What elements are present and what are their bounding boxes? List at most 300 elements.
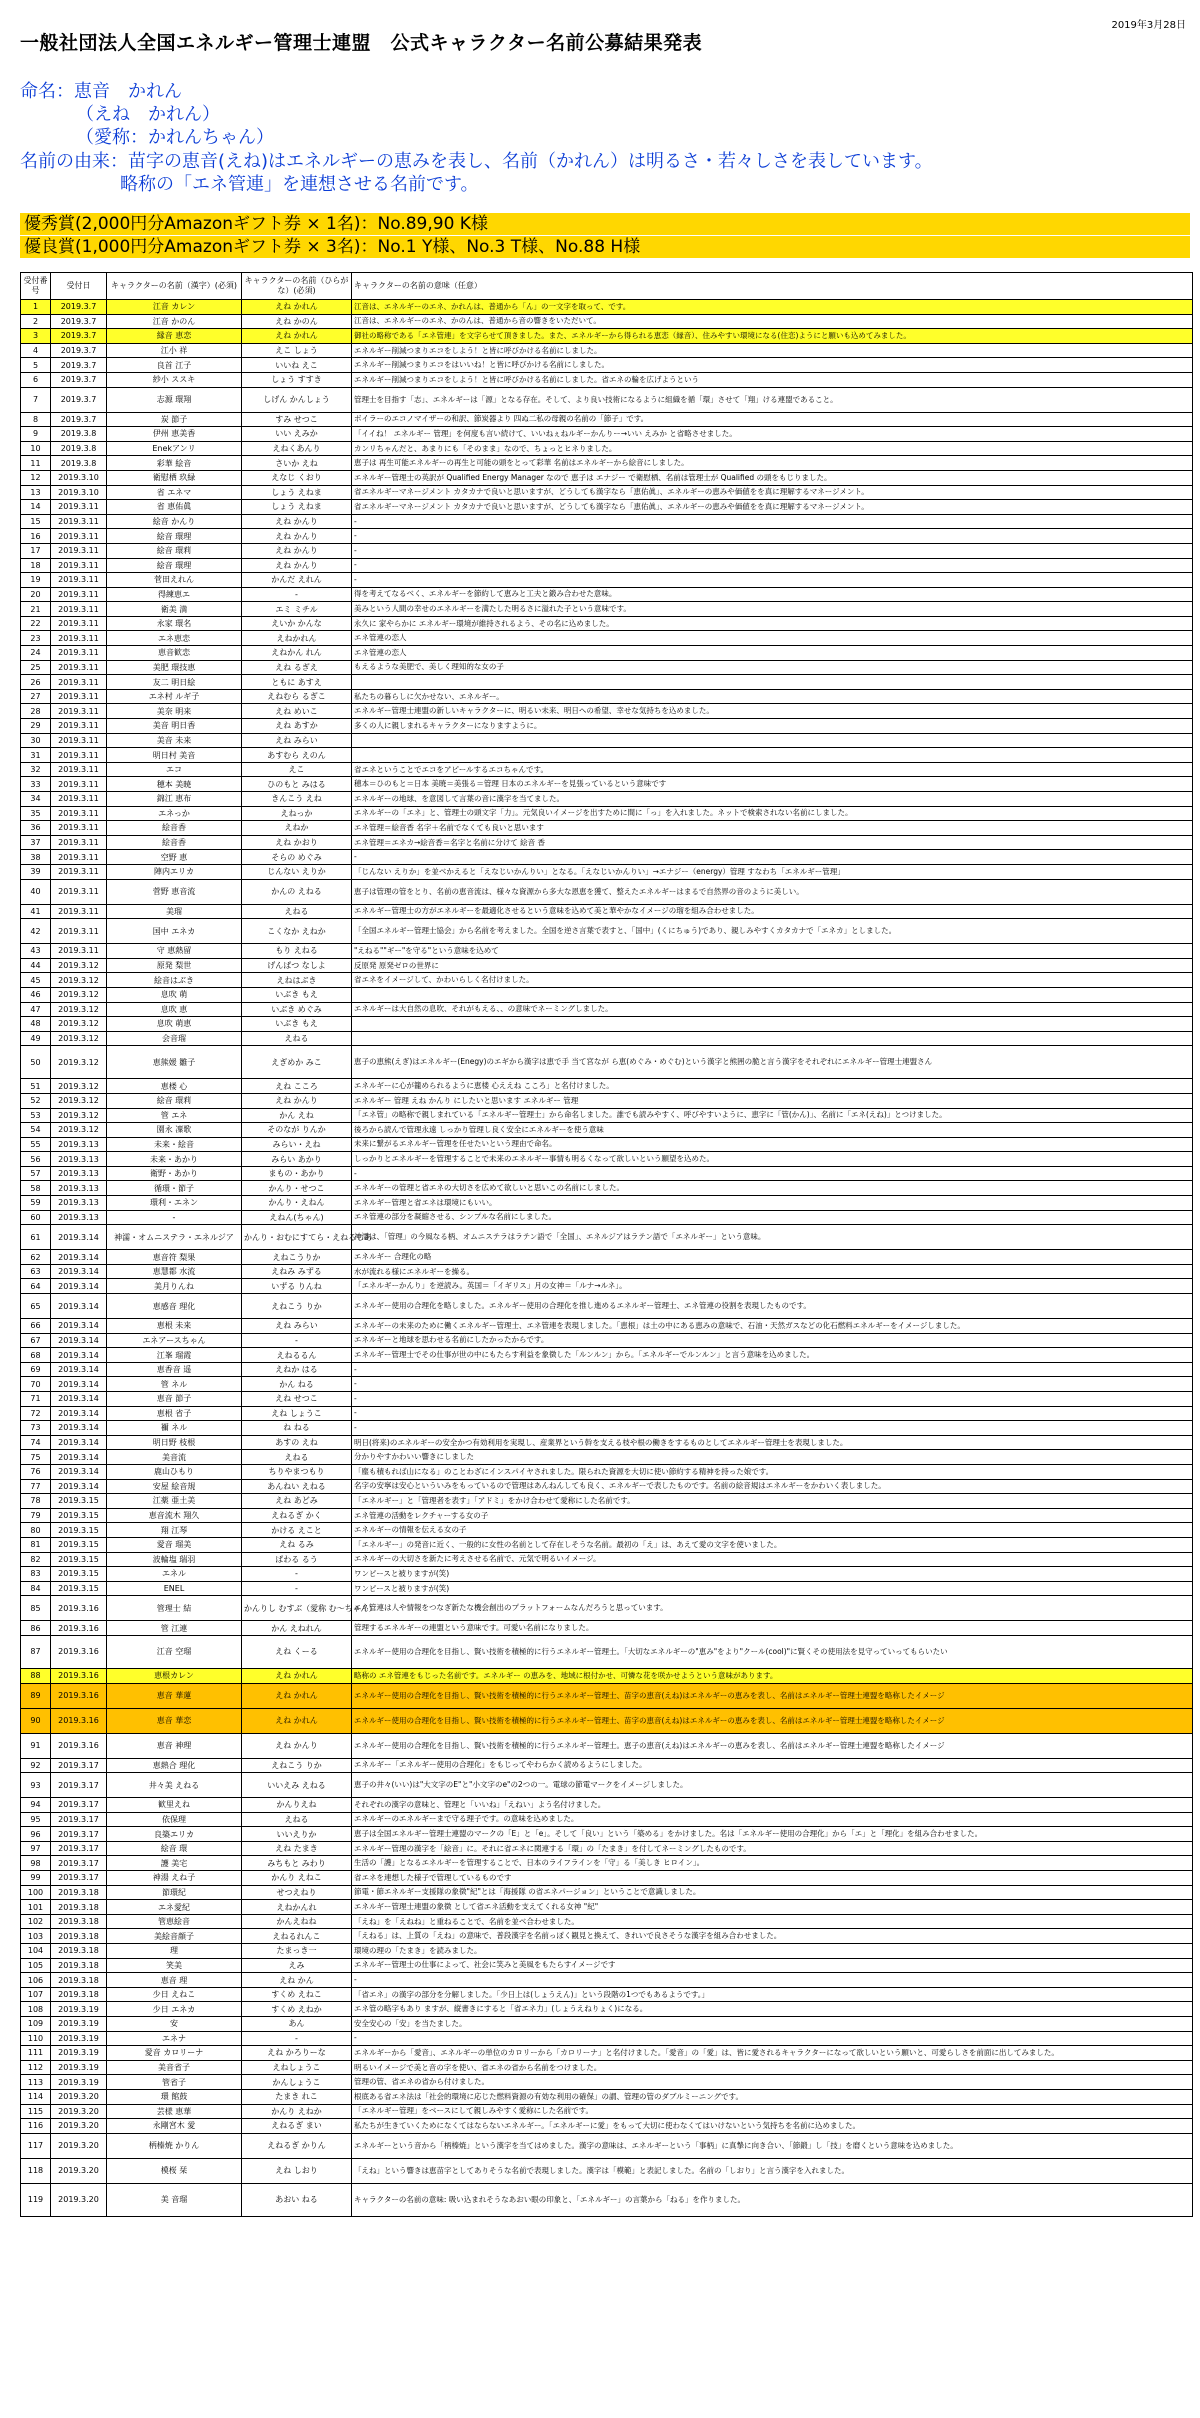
cell-meaning: 「えね」を「えねね」と重ねることで、名前を並べ合わせました。: [352, 1914, 1193, 1929]
cell-no: 34: [21, 792, 51, 807]
cell-kanji: 恵音符 梨果: [107, 1250, 242, 1265]
cell-date: 2019.3.11: [51, 821, 107, 836]
cell-kanji: 恵楼 心: [107, 1079, 242, 1094]
name-nickname: （愛称：かれんちゃん）: [76, 127, 274, 148]
cell-no: 37: [21, 835, 51, 850]
cell-kana: かんり えねこ: [242, 1871, 352, 1886]
cell-no: 90: [21, 1708, 51, 1733]
cell-no: 8: [21, 412, 51, 427]
cell-no: 81: [21, 1537, 51, 1552]
cell-no: 48: [21, 1017, 51, 1032]
cell-kanji: 衛慰栖 玖緑: [107, 470, 242, 485]
cell-meaning: 分かりやすかわいい響きにしました: [352, 1450, 1193, 1465]
cell-no: 16: [21, 529, 51, 544]
cell-meaning: 根底ある省エネ法は「社会的環境に応じた燃料資源の有効な利用の確保」の謂、管理の管のダブルミーニングです。: [352, 2089, 1193, 2104]
cell-date: 2019.3.19: [51, 2002, 107, 2017]
cell-kana: みちもと みわり: [242, 1856, 352, 1871]
cell-kanji: -: [107, 1210, 242, 1225]
cell-date: 2019.3.20: [51, 2119, 107, 2134]
cell-kanji: 管理士 結: [107, 1596, 242, 1621]
cell-no: 72: [21, 1406, 51, 1421]
cell-meaning: 恵子は管理の管をとり、名前の恵音流は、様々な資源から多大な恩恵を獲て、整えたエネルギーはまるで自然界の音のように美しい。: [352, 879, 1193, 904]
cell-no: 76: [21, 1464, 51, 1479]
cell-no: 116: [21, 2119, 51, 2134]
cell-meaning: エネルギーと地球を思わせる名前にしたかったからです。: [352, 1333, 1193, 1348]
table-row: [21, 573, 1193, 588]
cell-meaning: エネ管連の部分を凝縮させる、シンプルな名前にしました。: [352, 1210, 1193, 1225]
cell-date: 2019.3.14: [51, 1450, 107, 1465]
cell-no: 47: [21, 1002, 51, 1017]
cell-kanji: 得練恵エ: [107, 587, 242, 602]
cell-date: 2019.3.15: [51, 1552, 107, 1567]
cell-no: 102: [21, 1914, 51, 1929]
cell-date: 2019.3.8: [51, 456, 107, 471]
cell-date: 2019.3.19: [51, 2017, 107, 2032]
cell-kana: えねる: [242, 904, 352, 919]
cell-date: 2019.3.12: [51, 958, 107, 973]
cell-no: 3: [21, 329, 51, 344]
cell-date: 2019.3.7: [51, 412, 107, 427]
cell-date: 2019.3.12: [51, 1017, 107, 1032]
cell-kana: えねか: [242, 821, 352, 836]
cell-kanji: 絵音 環莉: [107, 543, 242, 558]
cell-no: 41: [21, 904, 51, 919]
cell-date: 2019.3.14: [51, 1279, 107, 1294]
cell-date: 2019.3.10: [51, 485, 107, 500]
cell-kana: たまき れこ: [242, 2089, 352, 2104]
cell-meaning: エネルギーの管理と省エネの大切さを広めて欲しいと思いこの名前にしました。: [352, 1181, 1193, 1196]
cell-kanji: エコ: [107, 762, 242, 777]
table-row: [21, 1708, 1193, 1733]
cell-kanji: 管恵絵音: [107, 1914, 242, 1929]
cell-meaning: 省エネということでエコをアピールするエコちゃんです。: [352, 762, 1193, 777]
cell-kanji: 国中 エネカ: [107, 919, 242, 944]
cell-meaning: -: [352, 1362, 1193, 1377]
cell-meaning: エネルギー管理の漢字を「絵音」に。それに省エネに関連する「環」の「たまき」を付してネーミングしたものです。: [352, 1841, 1193, 1856]
cell-no: 97: [21, 1841, 51, 1856]
cell-no: 70: [21, 1377, 51, 1392]
cell-meaning: エネルギーの未来のために働くエネルギー管理士、エネ管連を表現しました。「恵根」は土の中にある恵みの意味で、石油・天然ガスなどの化石燃料エネルギーをイメージしました。: [352, 1319, 1193, 1334]
cell-date: 2019.3.14: [51, 1377, 107, 1392]
cell-kana: あん: [242, 2017, 352, 2032]
cell-kana: えねるぎ かく: [242, 1508, 352, 1523]
cell-no: 30: [21, 733, 51, 748]
cell-no: 100: [21, 1885, 51, 1900]
table-row: [21, 1733, 1193, 1758]
cell-meaning: 後ろから読んで管理永遠 しっかり管理し良く安全にエネルギーを使う意味: [352, 1123, 1193, 1138]
cell-meaning: エネ管理＝絵音香 名字＋名前でなくても良いと思います: [352, 821, 1193, 836]
table-row: [21, 329, 1193, 344]
cell-date: 2019.3.14: [51, 1479, 107, 1494]
cell-no: 94: [21, 1798, 51, 1813]
cell-meaning: -: [352, 543, 1193, 558]
table-row: [21, 470, 1193, 485]
cell-no: 59: [21, 1196, 51, 1211]
award-good: 優良賞(1,000円分Amazonギフト券 × 3名)：No.1 Y様、No.3 T様、No.88 H様: [20, 236, 1190, 258]
cell-no: 77: [21, 1479, 51, 1494]
cell-date: 2019.3.7: [51, 343, 107, 358]
cell-no: 18: [21, 558, 51, 573]
cell-kana: かんりし むすぶ（愛称 む〜ちゃん）: [242, 1596, 352, 1621]
header-no: 受付番号: [21, 273, 51, 300]
cell-no: 115: [21, 2104, 51, 2119]
table-row: [21, 1250, 1193, 1265]
cell-meaning: -: [352, 1392, 1193, 1407]
cell-kanji: 笑美: [107, 1958, 242, 1973]
table-row: [21, 1294, 1193, 1319]
cell-meaning: エネ管連の恋人: [352, 646, 1193, 661]
cell-kana: そらの めぐみ: [242, 850, 352, 865]
table-row: [21, 514, 1193, 529]
cell-kanji: 翔 江琴: [107, 1523, 242, 1538]
cell-no: 22: [21, 616, 51, 631]
cell-kana: えなじ くおり: [242, 470, 352, 485]
cell-kana: -: [242, 1581, 352, 1596]
cell-kana: いぶき もえ: [242, 987, 352, 1002]
cell-kana: いいえりか: [242, 1827, 352, 1842]
table-row: [21, 919, 1193, 944]
cell-date: 2019.3.15: [51, 1537, 107, 1552]
cell-date: 2019.3.18: [51, 1900, 107, 1915]
cell-meaning: 管理士を目指す「志」、エネルギーは「源」となる存在。そして、より良い技術になるように組織を循「環」させて「翔」ける連盟であること。: [352, 387, 1193, 412]
cell-kana: えね しおり: [242, 2158, 352, 2183]
cell-meaning: "えねる""ギー"を守る"という意味を込めて: [352, 944, 1193, 959]
cell-kana: ね ねる: [242, 1421, 352, 1436]
cell-date: 2019.3.11: [51, 748, 107, 763]
cell-meaning: -: [352, 1421, 1193, 1436]
cell-date: 2019.3.11: [51, 500, 107, 515]
cell-kanji: 恵根カレン: [107, 1668, 242, 1683]
cell-date: 2019.3.11: [51, 704, 107, 719]
cell-kana: そのなが りんか: [242, 1123, 352, 1138]
table-row: [21, 343, 1193, 358]
table-row: [21, 1108, 1193, 1123]
cell-kana: かんしょうこ: [242, 2075, 352, 2090]
cell-date: 2019.3.17: [51, 1856, 107, 1871]
cell-no: 117: [21, 2133, 51, 2158]
cell-kana: さいか えね: [242, 456, 352, 471]
cell-date: 2019.3.11: [51, 558, 107, 573]
cell-no: 93: [21, 1773, 51, 1798]
cell-meaning: エネルギーの「エネ」と、管理士の頭文字「力」。元気良いイメージを出すために間に「っ」を入れました。ネットで検索されない名前にしました。: [352, 806, 1193, 821]
cell-kana: あすの えね: [242, 1435, 352, 1450]
cell-kanji: 紗小 ススキ: [107, 372, 242, 387]
table-row: [21, 2046, 1193, 2061]
table-row: [21, 1264, 1193, 1279]
table-row: [21, 762, 1193, 777]
cell-kanji: 絵音 かんり: [107, 514, 242, 529]
cell-meaning: エネルギー管理士の英訳が Qualified Energy Manager なので 恵子は エナジー で衛慰栖、名前は管理士が Qualified の頭をもじりました。: [352, 470, 1193, 485]
cell-no: 31: [21, 748, 51, 763]
table-row: [21, 1537, 1193, 1552]
cell-no: 107: [21, 1987, 51, 2002]
table-row: [21, 427, 1193, 442]
cell-meaning: 省エネを連想した様子で管理しているものです: [352, 1871, 1193, 1886]
cell-date: 2019.3.13: [51, 1152, 107, 1167]
cell-date: 2019.3.17: [51, 1871, 107, 1886]
cell-no: 80: [21, 1523, 51, 1538]
table-row: [21, 558, 1193, 573]
cell-meaning: エネルギーという音から「柄榛焼」という漢字を当てはめました。漢字の意味は、エネルギーという「事柄」に真摯に向き合い、「節鍛」し「技」を磨くという意味を込めました。: [352, 2133, 1193, 2158]
cell-no: 106: [21, 1973, 51, 1988]
cell-no: 101: [21, 1900, 51, 1915]
cell-kanji: 環 館鼓: [107, 2089, 242, 2104]
cell-date: 2019.3.16: [51, 1683, 107, 1708]
date-label: 2019年3月28日: [1111, 20, 1186, 31]
table-row: [21, 412, 1193, 427]
cell-kana: ちりやまつもり: [242, 1464, 352, 1479]
cell-no: 108: [21, 2002, 51, 2017]
cell-no: 75: [21, 1450, 51, 1465]
cell-kanji: 恵音 神理: [107, 1733, 242, 1758]
cell-date: 2019.3.18: [51, 1987, 107, 2002]
table-row: [21, 387, 1193, 412]
cell-no: 54: [21, 1123, 51, 1138]
cell-kanji: 絵音 環莉: [107, 1093, 242, 1108]
cell-date: 2019.3.18: [51, 1973, 107, 1988]
cell-date: 2019.3.12: [51, 1031, 107, 1046]
table-row: [21, 1900, 1193, 1915]
cell-kana: えね るぎえ: [242, 660, 352, 675]
cell-no: 111: [21, 2046, 51, 2061]
cell-meaning: 明るいイメージで美と音の字を使い、省エネの省から名前をつけました。: [352, 2060, 1193, 2075]
cell-kanji: 理: [107, 1944, 242, 1959]
cell-kanji: 波輪塩 瑞羽: [107, 1552, 242, 1567]
cell-kana: -: [242, 1333, 352, 1348]
cell-date: 2019.3.12: [51, 1002, 107, 1017]
cell-kanji: 菅田えれん: [107, 573, 242, 588]
cell-meaning: 「えね」という響きは恵苗字としてありそうな名前で表現しました。漢字は「模範」と表記しました。名前の「しおり」と言う漢字を入れました。: [352, 2158, 1193, 2183]
cell-no: 113: [21, 2075, 51, 2090]
table-row: [21, 704, 1193, 719]
cell-kanji: 絵音 環理: [107, 558, 242, 573]
cell-meaning: 「全国エネルギー管理士協会」から名前を考えました。全国を逆さ言葉で表すと、「国中」(くにちゅう)であり、親しみやすくカタカナで「エネカ」としました。: [352, 919, 1193, 944]
cell-no: 4: [21, 343, 51, 358]
cell-meaning: -: [352, 1973, 1193, 1988]
cell-date: 2019.3.11: [51, 850, 107, 865]
cell-meaning: 永久に 家やらかに エネルギー環境が維持されるよう、その名に込めました。: [352, 616, 1193, 631]
cell-meaning: エネ管連は人や情報をつなぎ新たな機会創出のプラットフォームなんだろうと思っています。: [352, 1596, 1193, 1621]
cell-meaning: 恵子の井々(いい)は"大文字のE"と"小文字のe"の2つの一。電球の節電マークをイメージしました。: [352, 1773, 1193, 1798]
table-row: [21, 1196, 1193, 1211]
cell-meaning: エネルギーは大自然の息吹、それがもえる、、の意味でネーミングしました。: [352, 1002, 1193, 1017]
entries-table: [20, 272, 1193, 2217]
cell-meaning: 恵子の恵熊(えぎ)はエネルギー(Enegy)のエギから漢字は恵で手 当て宮なが ら恵(めぐみ・めぐむ)という漢字と熊囲の脆と言う漢字をそれぞれにエネルギー管理士連盟さん: [352, 1046, 1193, 1079]
cell-meaning: エネルギー管理と省エネは環境にもいい。: [352, 1196, 1193, 1211]
cell-kana: たまっき一: [242, 1944, 352, 1959]
cell-date: 2019.3.10: [51, 470, 107, 485]
cell-kana: えねかん れん: [242, 646, 352, 661]
cell-kanji: 志源 環翔: [107, 387, 242, 412]
table-row: [21, 372, 1193, 387]
cell-kana: えねこうりか: [242, 1250, 352, 1265]
cell-no: 28: [21, 704, 51, 719]
cell-kanji: 恵熊媛 雛子: [107, 1046, 242, 1079]
cell-meaning: 穂本＝ひのもと＝日本 美暁＝美張る＝管理 日本のエネルギーを見張っているという意味です: [352, 777, 1193, 792]
cell-kanji: 愛音 瑠美: [107, 1537, 242, 1552]
cell-kanji: 神湯 えね子: [107, 1871, 242, 1886]
cell-kanji: 恵音流木 翔久: [107, 1508, 242, 1523]
cell-date: 2019.3.19: [51, 2060, 107, 2075]
cell-kana: えね かんり: [242, 1733, 352, 1758]
cell-no: 58: [21, 1181, 51, 1196]
cell-kana: -: [242, 587, 352, 602]
cell-kana: えねみ みずる: [242, 1264, 352, 1279]
table-row: [21, 2031, 1193, 2046]
cell-meaning: 多くの人に親しまれるキャラクターになりますように。: [352, 719, 1193, 734]
cell-meaning: 「エネルギー」の発音に近く、一般的に女性の名前として存在しそうな名前。最初の「え」は、あえて愛の文字を使いました。: [352, 1537, 1193, 1552]
cell-meaning: [352, 1017, 1193, 1032]
cell-kanji: エネ恵恋: [107, 631, 242, 646]
cell-no: 103: [21, 1929, 51, 1944]
table-row: [21, 1885, 1193, 1900]
cell-kana: ともに あすえ: [242, 675, 352, 690]
table-row: [21, 2017, 1193, 2032]
cell-kana: えいか かんな: [242, 616, 352, 631]
cell-kanji: エネ村 ルギ子: [107, 689, 242, 704]
origin-line-1: 名前の由来：苗字の恵音(えね)はエネルギーの恵みを表し、名前（かれん）は明るさ・若々しさを表しています。: [20, 151, 933, 172]
cell-kanji: 少日 エネカ: [107, 2002, 242, 2017]
cell-kana: えね かろりーな: [242, 2046, 352, 2061]
cell-no: 112: [21, 2060, 51, 2075]
cell-meaning: エネ管連の恋人: [352, 631, 1193, 646]
name-reading: （えね かれん）: [76, 104, 220, 125]
cell-kana: えねん(ちゃん): [242, 1210, 352, 1225]
cell-date: 2019.3.14: [51, 1294, 107, 1319]
cell-no: 62: [21, 1250, 51, 1265]
table-row: [21, 358, 1193, 373]
cell-date: 2019.3.11: [51, 719, 107, 734]
cell-kanji: 禰 ネル: [107, 1421, 242, 1436]
cell-kanji: 環利・エネン: [107, 1196, 242, 1211]
cell-no: 9: [21, 427, 51, 442]
table-row: [21, 1450, 1193, 1465]
table-row: [21, 1856, 1193, 1871]
cell-kanji: 菅野 恵音流: [107, 879, 242, 904]
header-meaning: キャラクターの名前の意味（任意）: [352, 273, 1193, 300]
cell-date: 2019.3.17: [51, 1798, 107, 1813]
table-row: [21, 1079, 1193, 1094]
cell-kana: いぶき もえ: [242, 1017, 352, 1032]
cell-kanji: 永家 環名: [107, 616, 242, 631]
cell-no: 2: [21, 314, 51, 329]
cell-kanji: 未来・あかり: [107, 1152, 242, 1167]
cell-kanji: 錦江 恵布: [107, 792, 242, 807]
cell-kana: ぱわる るう: [242, 1552, 352, 1567]
cell-kana: えこ: [242, 762, 352, 777]
cell-meaning: エネルギー管理士連盟の象徴 として省エネ活動を支えてくれる女神 "紀": [352, 1900, 1193, 1915]
table-row: [21, 1621, 1193, 1636]
cell-kana: えね こころ: [242, 1079, 352, 1094]
cell-no: 110: [21, 2031, 51, 2046]
cell-no: 15: [21, 514, 51, 529]
cell-kanji: 絵音香: [107, 835, 242, 850]
cell-date: 2019.3.14: [51, 1333, 107, 1348]
cell-kana: あおい ねる: [242, 2183, 352, 2216]
cell-no: 20: [21, 587, 51, 602]
cell-meaning: [352, 733, 1193, 748]
cell-meaning: 「省エネ」の漢字の部分を分解しました。「少日上は(しょうえん)」という段階の1つでもあるようです。」: [352, 1987, 1193, 2002]
cell-no: 33: [21, 777, 51, 792]
origin-block: [20, 150, 933, 196]
cell-meaning: エネルギーから「愛音」、エネルギーの単位のカロリーから「カロリーナ」と名付けました。「愛音」の「愛」は、皆に愛されるキャラクターになって欲しいという願いと、可愛らしさを前面に出してみました。: [352, 2046, 1193, 2061]
cell-no: 60: [21, 1210, 51, 1225]
cell-kana: かける えこと: [242, 1523, 352, 1538]
cell-no: 65: [21, 1294, 51, 1319]
cell-no: 61: [21, 1225, 51, 1250]
cell-kana: えねこう りか: [242, 1758, 352, 1773]
cell-date: 2019.3.11: [51, 543, 107, 558]
cell-kana: えね るみ: [242, 1537, 352, 1552]
table-row: [21, 1552, 1193, 1567]
cell-kana: えね かんり: [242, 558, 352, 573]
cell-meaning: エネルギーのエネルギーまで守る理子です。の意味を込めました。: [352, 1812, 1193, 1827]
cell-date: 2019.3.11: [51, 602, 107, 617]
cell-meaning: -: [352, 1166, 1193, 1181]
cell-no: 11: [21, 456, 51, 471]
table-row: [21, 1137, 1193, 1152]
cell-meaning: -: [352, 514, 1193, 529]
cell-no: 63: [21, 1264, 51, 1279]
cell-kanji: 守 恵熱留: [107, 944, 242, 959]
cell-date: 2019.3.14: [51, 1406, 107, 1421]
cell-no: 27: [21, 689, 51, 704]
table-row: [21, 1987, 1193, 2002]
cell-no: 35: [21, 806, 51, 821]
cell-kanji: 陣内エリカ: [107, 864, 242, 879]
cell-kanji: 恵慧都 水流: [107, 1264, 242, 1279]
cell-kana: しょう すすき: [242, 372, 352, 387]
cell-kana: かんり・おむにすてら・えねるじあ: [242, 1225, 352, 1250]
cell-no: 56: [21, 1152, 51, 1167]
table-row: [21, 1871, 1193, 1886]
cell-kanji: 江薬 亜土美: [107, 1494, 242, 1509]
name-block: [20, 80, 274, 149]
table-row: [21, 529, 1193, 544]
table-row: [21, 2183, 1193, 2216]
cell-meaning: 美みという人間の幸せのエネルギーを満たした明るさに溢れた子という意味です。: [352, 602, 1193, 617]
cell-no: 46: [21, 987, 51, 1002]
cell-no: 96: [21, 1827, 51, 1842]
cell-kanji: エネっか: [107, 806, 242, 821]
table-row: [21, 958, 1193, 973]
cell-kanji: 美月りんね: [107, 1279, 242, 1294]
cell-kana: せつえねり: [242, 1885, 352, 1900]
cell-meaning: -: [352, 2031, 1193, 2046]
cell-kanji: 絵音はぶき: [107, 973, 242, 988]
table-row: [21, 1523, 1193, 1538]
table-row: [21, 1567, 1193, 1582]
table-row: [21, 1827, 1193, 1842]
header-date: 受付日: [51, 273, 107, 300]
cell-date: 2019.3.14: [51, 1362, 107, 1377]
table-row: [21, 1435, 1193, 1450]
name-label: 命名：恵音 かれん: [20, 81, 182, 102]
cell-meaning: 神濡は、「管理」の今風なる柄、オムニステラはラテン語で「全国」、エネルジアはラテン語で「エネルギー」という意味。: [352, 1225, 1193, 1250]
table-row: [21, 300, 1193, 315]
cell-meaning: 安全安心の「安」を当たました。: [352, 2017, 1193, 2032]
table-row: [21, 689, 1193, 704]
cell-meaning: エネルギー使用の合理化を目指し、賢い技術を積極的に行うエネルギー管理士。「大切なエネルギーの"恵み"をより"クール(cool)"に賢くその使用法を見守っていってもらいたい: [352, 1635, 1193, 1668]
cell-kanji: 安屋 絵音規: [107, 1479, 242, 1494]
cell-kana: すみ せつこ: [242, 412, 352, 427]
cell-kanji: 歓里えね: [107, 1798, 242, 1813]
cell-kanji: 管 ネル: [107, 1377, 242, 1392]
cell-kanji: 神濡・オムニステラ・エネルジア: [107, 1225, 242, 1250]
table-row: [21, 1841, 1193, 1856]
cell-kanji: 美絵音顔子: [107, 1929, 242, 1944]
cell-kana: しょう えねま: [242, 485, 352, 500]
